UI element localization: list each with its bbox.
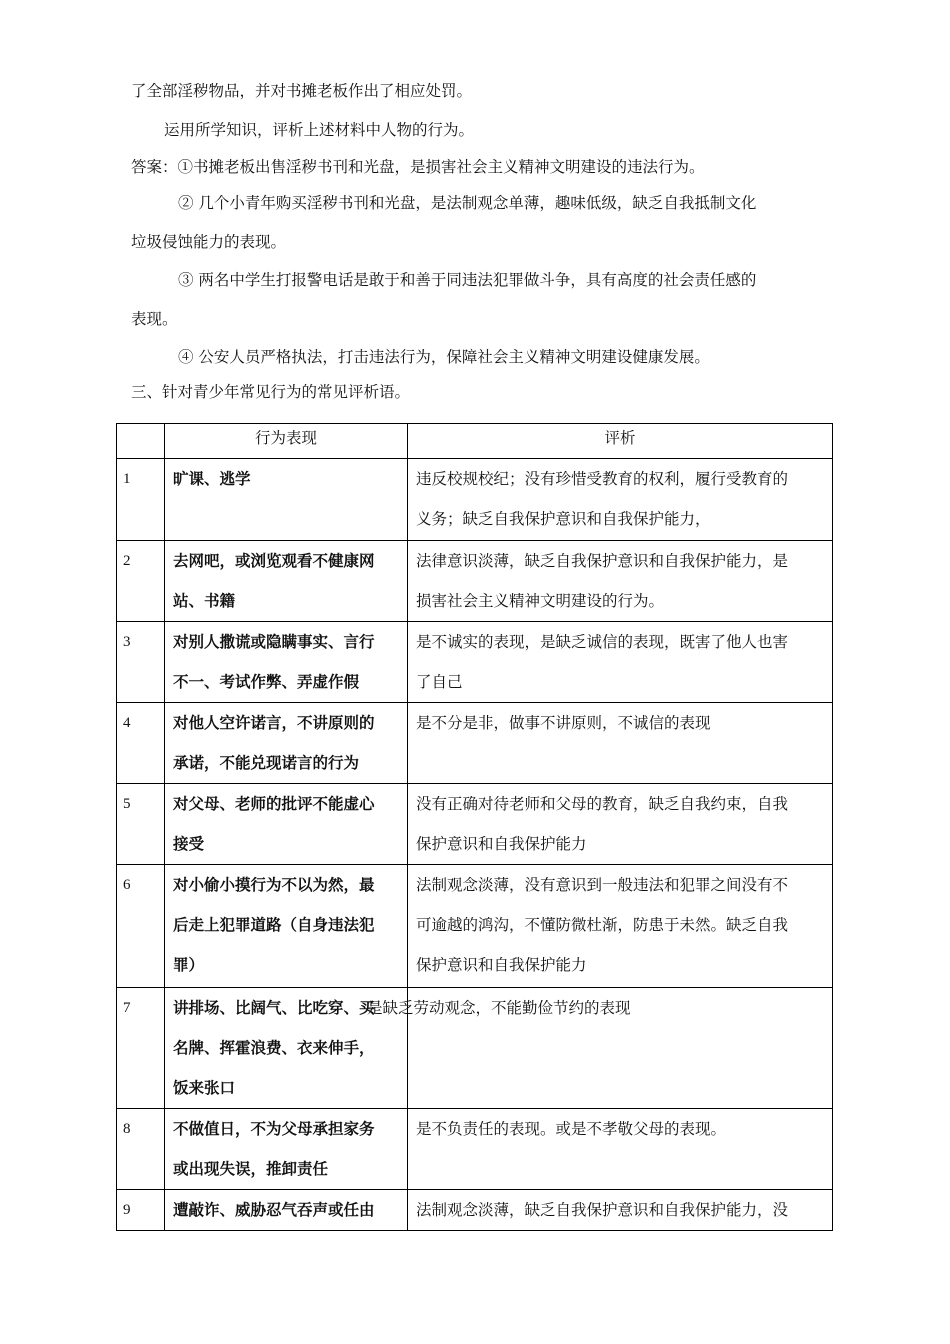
table-row — [117, 622, 833, 703]
table-row — [117, 784, 833, 865]
table-header-row — [117, 424, 833, 459]
paragraph-continuation: 了全部淫秽物品，并对书摊老板作出了相应处罚。 — [131, 82, 473, 100]
row-number: 2 — [117, 541, 165, 622]
row-number: 1 — [117, 459, 165, 541]
answer-line-3b: 表现。 — [131, 310, 178, 328]
question-prompt: 运用所学知识，评析上述材料中人物的行为。 — [164, 121, 475, 139]
behavior-cell: 对小偷小摸行为不以为然，最 后走上犯罪道路（自身违法犯 罪） — [165, 865, 408, 988]
analysis-cell: 法律意识淡薄，缺乏自我保护意识和自我保护能力，是 损害社会主义精神文明建设的行为。 — [408, 541, 833, 622]
behavior-cell: 讲排场、比阔气、比吃穿、买 名牌、挥霍浪费、衣来伸手， 饭来张口 — [165, 988, 408, 1109]
table-row — [117, 459, 833, 541]
section-heading: 三、针对青少年常见行为的常见评析语。 — [131, 383, 411, 401]
header-number — [117, 424, 165, 459]
analysis-cell: 是不诚实的表现，是缺乏诚信的表现，既害了他人也害 了自己 — [408, 622, 833, 703]
header-analysis: 评析 — [408, 424, 833, 459]
analysis-cell: 是不分是非，做事不讲原则，不诚信的表现 — [408, 703, 833, 784]
behavior-cell: 遭敲诈、威胁忍气吞声或任由 — [165, 1190, 408, 1231]
row-number: 5 — [117, 784, 165, 865]
analysis-cell: 是不负责任的表现。或是不孝敬父母的表现。 — [408, 1109, 833, 1190]
table-row — [117, 703, 833, 784]
behavior-cell: 对父母、老师的批评不能虚心 接受 — [165, 784, 408, 865]
behavior-cell: 去网吧，或浏览观看不健康网 站、书籍 — [165, 541, 408, 622]
behavior-evaluation-table — [116, 423, 833, 1231]
answer-line-2b: 垃圾侵蚀能力的表现。 — [131, 233, 287, 251]
analysis-cell: 违反校规校纪；没有珍惜受教育的权利，履行受教育的 义务；缺乏自我保护意识和自我保护能力， — [408, 459, 833, 541]
answer-line-2a: ② 几个小青年购买淫秽书刊和光盘，是法制观念单薄，趣味低级，缺乏自我抵制文化 — [178, 194, 757, 212]
behavior-cell: 不做值日，不为父母承担家务 或出现失误，推卸责任 — [165, 1109, 408, 1190]
row-number: 4 — [117, 703, 165, 784]
analysis-cell: 法制观念淡薄，没有意识到一般违法和犯罪之间没有不 可逾越的鸿沟，不懂防微杜渐，防患于未然。缺乏自我 保护意识和自我保护能力 — [408, 865, 833, 988]
row-number: 8 — [117, 1109, 165, 1190]
analysis-cell: 是缺乏劳动观念，不能勤俭节约的表现 — [408, 988, 833, 1109]
behavior-cell: 对他人空许诺言，不讲原则的 承诺，不能兑现诺言的行为 — [165, 703, 408, 784]
behavior-cell: 对别人撒谎或隐瞒事实、言行 不一、考试作弊、弄虚作假 — [165, 622, 408, 703]
answer-line-3a: ③ 两名中学生打报警电话是敢于和善于同违法犯罪做斗争，具有高度的社会责任感的 — [178, 271, 757, 289]
answer-line-1: 答案：①书摊老板出售淫秽书刊和光盘，是损害社会主义精神文明建设的违法行为。 — [131, 158, 705, 176]
table-row — [117, 988, 833, 1109]
table-row — [117, 1109, 833, 1190]
table-row — [117, 865, 833, 988]
behavior-cell: 旷课、逃学 — [165, 459, 408, 541]
analysis-cell: 法制观念淡薄，缺乏自我保护意识和自我保护能力，没 — [408, 1190, 833, 1231]
row-number: 9 — [117, 1190, 165, 1231]
analysis-cell: 没有正确对待老师和父母的教育，缺乏自我约束，自我 保护意识和自我保护能力 — [408, 784, 833, 865]
row-number: 3 — [117, 622, 165, 703]
table-row — [117, 1190, 833, 1231]
row-number: 6 — [117, 865, 165, 988]
row-number: 7 — [117, 988, 165, 1109]
answer-line-4: ④ 公安人员严格执法，打击违法行为，保障社会主义精神文明建设健康发展。 — [178, 348, 710, 366]
table-row — [117, 541, 833, 622]
header-behavior: 行为表现 — [165, 424, 408, 459]
